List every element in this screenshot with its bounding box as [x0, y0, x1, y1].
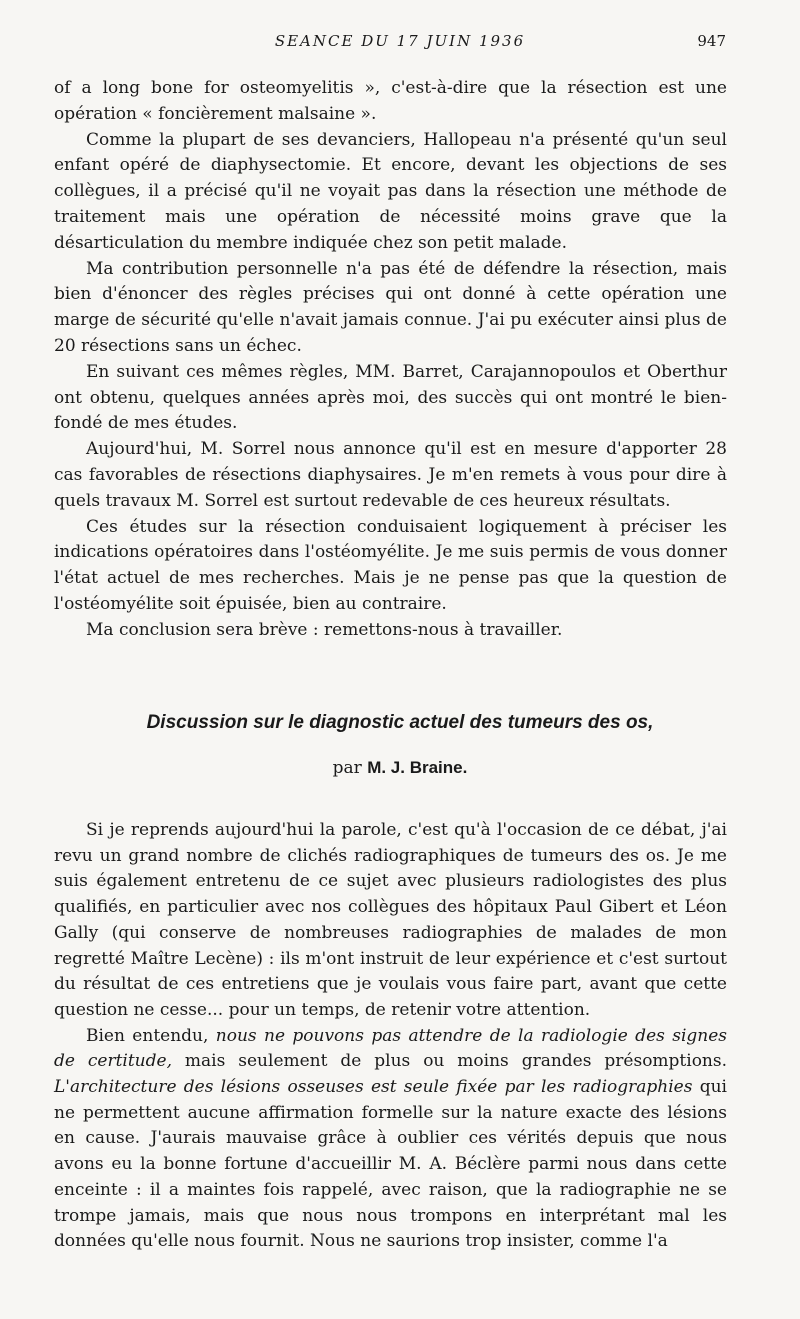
paragraph: Ma conclusion sera brève : remettons-nous à travailler.: [86, 619, 563, 640]
section-title: Discussion sur le diagnostic actuel des tumeurs des os,: [146, 712, 654, 733]
byline: [0, 758, 800, 778]
paragraph: of a long bone for osteomyelitis », c'est-à-dire que la résection est une opération « foncièrement malsaine ».: [54, 78, 727, 124]
paragraph: Comme la plupart de ses devanciers, Hallopeau n'a présenté qu'un seul enfant opéré de diaphysectomie. Et encore, devant les objections de ses collègues, il a précisé qu'il ne voyait pas dans la résection une méthode de traitement mais une opération de nécessité moins grave que la désarticulation du membre indiquée chez son petit malade.: [54, 129, 727, 253]
paragraph: Ces études sur la résection conduisaient logiquement à préciser les indications opératoires dans l'ostéomyélite. Je me suis permis de vous donner l'état actuel de mes recherches. Mais je ne pense pas que la question de l'ostéomyélite soit épuisée, bien au contraire.: [54, 516, 727, 614]
paragraph: [54, 1024, 727, 1255]
text-run: qui ne permettent aucune affirmation formelle sur la nature exacte des lésions en cause. J'aurais mauvaise grâce à oublier ces vérités depuis que nous avons eu la bonne fortune d'accueillir M. A. Béclère parmi nous dans cette enceinte : il a maintes fois rappelé, avec raison, que la radiographie ne se trompe jamais, mais que nous nous trompons en interprétant mal les données qu'elle nous fournit. Nous ne saurions trop insister, comme l'a: [54, 1077, 727, 1252]
paragraph: En suivant ces mêmes règles, MM. Barret, Carajannopoulos et Oberthur ont obtenu, quelques années après moi, des succès qui ont montré le bien-fondé de mes études.: [54, 361, 727, 434]
author-name: M. J. Braine.: [367, 758, 468, 777]
running-title: SEANCE DU 17 JUIN 1936: [274, 32, 526, 50]
page-number: 947: [697, 32, 726, 50]
text-run: mais seulement de plus ou moins grandes présomptions.: [184, 1051, 728, 1072]
paragraph: Si je reprends aujourd'hui la parole, c'est qu'à l'occasion de ce débat, j'ai revu un grand nombre de clichés radiographiques de tumeurs des os. Je me suis également entretenu de ce sujet avec plusieurs radiologistes des plus qualifiés, en particulier avec nos collègues des hôpitaux Paul Gibert et Léon Gally (qui conserve de nombreuses radiographies de malades de mon regretté Maître Lecène) : ils m'ont instruit de leur expérience et c'est surtout du résultat de ces entretiens que je voulais vous faire part, avant que cette question ne cesse... pour un temps, de retenir votre attention.: [54, 820, 727, 1020]
paragraph: Aujourd'hui, M. Sorrel nous annonce qu'il est en mesure d'apporter 28 cas favorables de résections diaphysaires. Je m'en remets à vous pour dire à quels travaux M. Sorrel est surtout redevable de ces heureux résultats.: [54, 439, 727, 511]
emphasis-run: L'architecture des lésions osseuses est seule fixée par les radiographies: [54, 1077, 693, 1098]
emphasis-run: nous ne pouvons pas attendre de la radiologie des signes de certitude,: [54, 1025, 727, 1072]
paragraph: Ma contribution personnelle n'a pas été de défendre la résection, mais bien d'énoncer des règles précises qui ont donné à cette opération une marge de sécurité qu'elle n'avait jamais connue. J'ai pu exécuter ainsi plus de 20 résections sans un échec.: [54, 258, 727, 356]
running-head: [0, 30, 800, 54]
text-run: Bien entendu,: [86, 1025, 209, 1046]
byline-prefix: par: [332, 758, 362, 778]
discussion-text: [54, 818, 727, 1255]
previous-article-text: [54, 76, 727, 644]
